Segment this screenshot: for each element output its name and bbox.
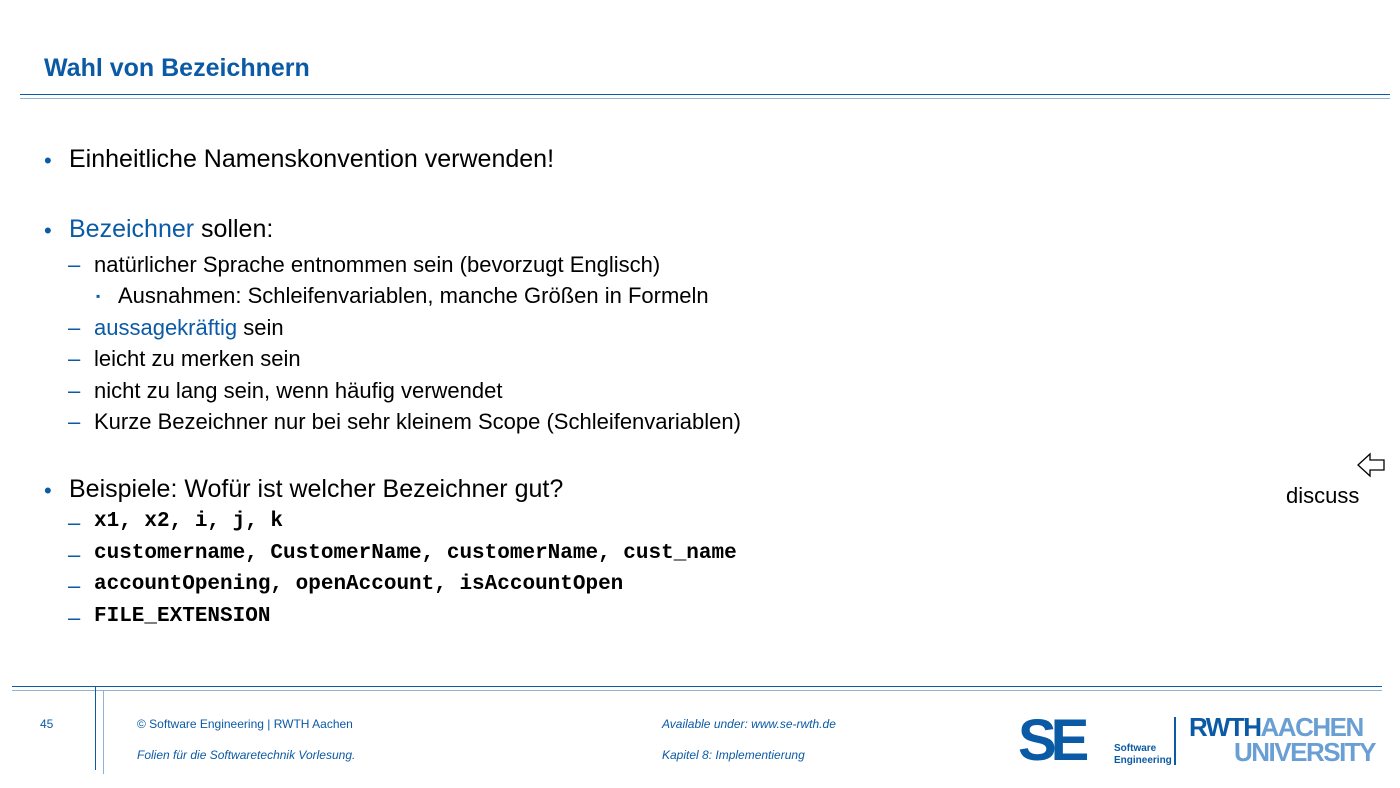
dash-marker: –: [68, 252, 81, 277]
slide-title: Wahl von Bezeichnern: [44, 54, 310, 82]
arrow-left-outline-icon: [1356, 452, 1386, 478]
title-divider: [20, 94, 1390, 95]
footer-chapter: Kapitel 8: Implementierung: [662, 748, 805, 762]
rwth-logo-university: UNIVERSITY: [1234, 737, 1376, 767]
footer-divider-light: [12, 690, 1382, 691]
footer-vertical-divider: [95, 686, 96, 770]
dash-marker: –: [68, 542, 81, 567]
footer-copyright: © Software Engineering | RWTH Aachen: [137, 717, 353, 731]
se-logo-subtitle: [1114, 743, 1172, 767]
example-file-extension: FILE_EXTENSION: [94, 605, 271, 628]
sub-not-too-long: nicht zu lang sein, wenn häufig verwendet: [94, 378, 503, 403]
rwth-logo-aachen: AACHEN: [1260, 712, 1363, 742]
sub-easy-to-remember: leicht zu merken sein: [94, 346, 301, 371]
bullet-marker: •: [44, 218, 52, 243]
dash-marker: –: [68, 605, 81, 630]
meaningful-rest: sein: [237, 315, 284, 340]
bullet-naming-convention: Einheitliche Namenskonvention verwenden!: [69, 145, 555, 173]
footer-vertical-divider-light: [103, 690, 104, 774]
subsub-exceptions: Ausnahmen: Schleifenvariablen, manche Größen in Formeln: [118, 283, 709, 308]
footer-course: Folien für die Softwaretechnik Vorlesung.: [137, 748, 356, 762]
sub-short-identifiers: Kurze Bezeichner nur bei sehr kleinem Scope (Schleifenvariablen): [94, 409, 741, 434]
sub-meaningful: [94, 315, 284, 341]
title-divider-light: [20, 98, 1390, 99]
example-loop-vars: x1, x2, i, j, k: [94, 510, 284, 533]
identifiers-rest: sollen:: [194, 215, 274, 243]
meaningful-keyword: aussagekräftig: [94, 315, 238, 340]
bullet-marker: •: [44, 478, 52, 503]
dash-marker: –: [68, 573, 81, 598]
bullet-marker: •: [44, 148, 52, 173]
dash-marker: –: [68, 409, 81, 434]
square-marker: ▪: [96, 289, 101, 303]
example-customer-name: customername, CustomerName, customerName, cust_name: [94, 542, 737, 565]
identifiers-keyword: Bezeichner: [69, 215, 195, 243]
dash-marker: –: [68, 315, 81, 340]
bullet-examples: Beispiele: Wofür ist welcher Bezeichner gut?: [69, 475, 564, 503]
discuss-note: discuss: [1286, 483, 1360, 508]
rwth-logo-rwth: RWTH: [1189, 712, 1261, 742]
se-logo-software: Software: [1114, 743, 1157, 754]
dash-marker: –: [68, 346, 81, 371]
footer-available-link[interactable]: Available under: www.se-rwth.de: [662, 717, 836, 731]
logo-divider: [1174, 717, 1176, 765]
se-logo-engineering: Engineering: [1114, 755, 1172, 766]
sub-natural-language: natürlicher Sprache entnommen sein (bevorzugt Englisch): [94, 252, 661, 277]
page-number: 45: [40, 717, 54, 731]
example-account-open: accountOpening, openAccount, isAccountOpen: [94, 573, 624, 596]
dash-marker: –: [68, 378, 81, 403]
dash-marker: –: [68, 510, 81, 535]
se-logo-letters: SE: [1018, 708, 1084, 773]
bullet-identifiers-should: [69, 215, 273, 244]
footer-divider: [12, 686, 1382, 687]
